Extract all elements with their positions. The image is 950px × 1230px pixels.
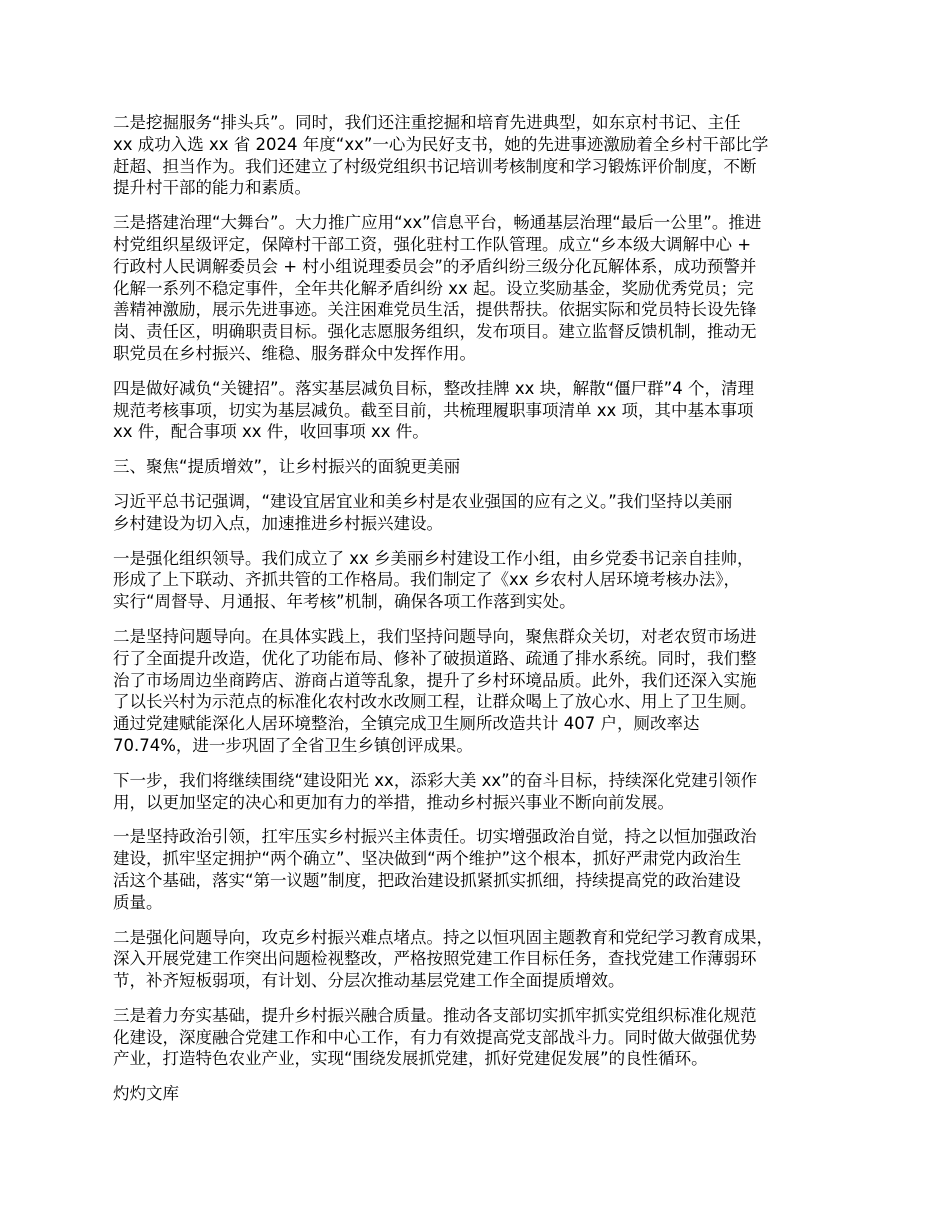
text-line: 深入开展党建工作突出问题检视整改，严格按照党建工作目标任务，查找党建工作薄弱环 [113, 949, 757, 969]
text-line: 活这个基础，落实“第一议题”制度，把政治建设抓紧抓实抓细，持续提高党的政治建设 [113, 870, 741, 890]
paragraph-consolidate-foundation [113, 1005, 855, 1070]
text-line: 习近平总书记强调，“建设宜居宜业和美乡村是农业强国的应有之义。”我们坚持以美丽 [113, 491, 733, 511]
paragraph-overcome-difficulties [113, 927, 855, 992]
text-line: 三是搭建治理“大舞台”。大力推广应用“xx”信息平台，畅通基层治理“最后一公里”。推进 [113, 213, 762, 233]
text-line: 职党员在乡村振兴、维稳、服务群众中发挥作用。 [113, 343, 476, 363]
document-page [113, 112, 855, 1118]
text-line: 用，以更加坚定的决心和更加有力的举措，推动乡村振兴事业不断向前发展。 [113, 792, 674, 812]
text-line: 通过党建赋能深化人居环境整治，全镇完成卫生厕所改造共计 407 户，厕改率达 [113, 714, 700, 734]
text-line: 乡村建设为切入点，加速推进乡村振兴建设。 [113, 513, 443, 533]
text-line: 二是坚持问题导向。在具体实践上，我们坚持问题导向，聚焦群众关切，对老农贸市场进 [113, 626, 757, 646]
text-line: 村党组织星级评定，保障村干部工资，强化驻村工作队管理。成立“乡本级大调解中心 + [113, 234, 752, 254]
paragraph-burden-reduction [113, 378, 855, 443]
section-heading [113, 456, 855, 478]
text-line: 善精神激励，展示先进事迹。关注困难党员生活，提供帮扶。依据实际和党员特长设先锋 [113, 300, 757, 320]
source-text: 灼灼文库 [113, 1084, 179, 1104]
text-line: 一是坚持政治引领，扛牢压实乡村振兴主体责任。切实增强政治自觉，持之以恒加强政治 [113, 827, 757, 847]
text-line: 形成了上下联动、齐抓共管的工作格局。我们制定了《xx 乡农村人居环境考核办法》， [113, 570, 741, 590]
text-line: xx 成功入选 xx 省 2024 年度“xx”一心为民好支书，她的先进事迹激励着全乡村干部比学 [113, 134, 769, 154]
paragraph-problem-oriented [113, 626, 855, 757]
text-line: 实行“周督导、月通报、年考核”机制，确保各项工作落到实处。 [113, 592, 576, 612]
paragraph-grassroots-pacesetter [113, 112, 855, 199]
paragraph-next-steps [113, 770, 855, 814]
text-line: 建设，抓牢坚定拥护“两个确立”、坚决做到“两个维护”这个根本，抓好严肃党内政治生 [113, 849, 742, 869]
text-line: 二是挖掘服务“排头兵”。同时，我们还注重挖掘和培育先进典型，如东京村书记、主任 [113, 113, 741, 132]
paragraph-political-guidance [113, 826, 855, 913]
text-line: xx 件，配合事项 xx 件，收回事项 xx 件。 [113, 422, 429, 442]
text-line: 产业，打造特色农业产业，实现“围绕发展抓党建，抓好党建促发展”的良性循环。 [113, 1049, 708, 1069]
text-line: 化建设，深度融合党建工作和中心工作，有力有效提高党支部战斗力。同时做大做强优势 [113, 1027, 757, 1047]
text-line: 规范考核事项，切实为基层减负。截至目前，共梳理履职事项清单 xx 项，其中基本事项 [113, 400, 754, 420]
text-line: 三是着力夯实基础，提升乡村振兴融合质量。推动各支部切实抓牢抓实党组织标准化规范 [113, 1005, 757, 1025]
text-line: 70.74%，进一步巩固了全省卫生乡镇创评成果。 [113, 735, 473, 755]
text-line: 下一步，我们将继续围绕“建设阳光 xx，添彩大美 xx”的奋斗目标，持续深化党建引领作 [113, 770, 758, 790]
text-line: 四是做好减负“关键招”。落实基层减负目标，整改挂牌 xx 块，解散“僵尸群”4 个，清理 [113, 378, 754, 398]
source-label [113, 1083, 855, 1105]
text-line: 治了市场周边坐商跨店、游商占道等乱象，提升了乡村环境品质。此外，我们还深入实施 [113, 670, 757, 690]
paragraph-quote [113, 491, 855, 535]
text-line: 行政村人民调解委员会 + 村小组说理委员会”的矛盾纠纷三级分化瓦解体系，成功预警并 [113, 256, 757, 276]
text-line: 岗、责任区，明确职责目标。强化志愿服务组织，发布项目。建立监督反馈机制，推动无 [113, 322, 757, 342]
text-line: 赶超、担当作为。我们还建立了村级党组织书记培训考核制度和学习锻炼评价制度，不断 [113, 156, 757, 176]
text-line: 提升村干部的能力和素质。 [113, 178, 311, 198]
text-line: 二是强化问题导向，攻克乡村振兴难点堵点。持之以恒巩固主题教育和党纪学习教育成果， [113, 927, 773, 947]
paragraph-organization-leadership [113, 548, 855, 613]
text-line: 质量。 [113, 892, 163, 912]
text-line: 一是强化组织领导。我们成立了 xx 乡美丽乡村建设工作小组，由乡党委书记亲自挂帅， [113, 548, 754, 568]
text-line: 行了全面提升改造，优化了功能布局、修补了破损道路、疏通了排水系统。同时，我们整 [113, 648, 757, 668]
paragraph-governance-stage [113, 212, 855, 365]
heading-line: 三、聚焦“提质增效”，让乡村振兴的面貌更美丽 [113, 457, 461, 477]
text-line: 了以长兴村为示范点的标准化农村改水改厕工程，让群众喝上了放心水、用上了卫生厕。 [113, 692, 757, 712]
text-line: 化解一系列不稳定事件，全年共化解矛盾纠纷 xx 起。设立奖励基金，奖励优秀党员；完 [113, 278, 754, 298]
text-line: 节，补齐短板弱项，有计划、分层次推动基层党建工作全面提质增效。 [113, 971, 625, 991]
